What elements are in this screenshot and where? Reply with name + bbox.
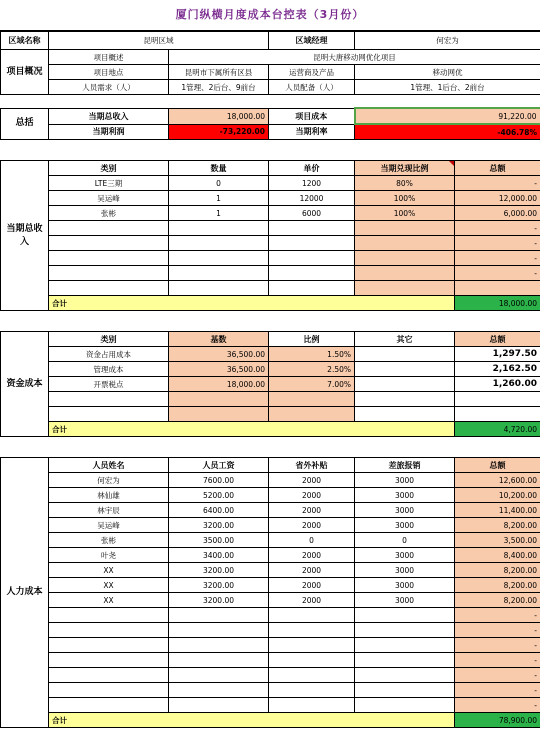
labor-cell[interactable]: 3000: [355, 473, 455, 488]
income-cell[interactable]: 100%: [355, 206, 455, 221]
labor-row: [1, 668, 540, 683]
labor-cell[interactable]: 3200.00: [169, 518, 269, 533]
income-cell[interactable]: [169, 251, 269, 266]
income-row: [1, 221, 540, 236]
labor-cell[interactable]: 张彬: [49, 533, 169, 548]
labor-cell[interactable]: -: [455, 638, 540, 653]
capital-cell[interactable]: 管理成本: [49, 362, 169, 377]
labor-cell[interactable]: [49, 683, 169, 698]
income-side-label: 当期总收入: [1, 161, 49, 311]
income-cell[interactable]: -: [455, 221, 540, 236]
labor-row: [1, 518, 540, 533]
labor-cell[interactable]: [355, 638, 455, 653]
capital-row: [1, 407, 540, 422]
labor-cell[interactable]: [49, 638, 169, 653]
labor-cell[interactable]: 0: [355, 533, 455, 548]
labor-cell[interactable]: 2000: [269, 488, 355, 503]
labor-cell[interactable]: [269, 668, 355, 683]
income-cell[interactable]: -: [455, 266, 540, 281]
labor-cell[interactable]: 2000: [269, 578, 355, 593]
labor-cell[interactable]: [355, 653, 455, 668]
labor-cell[interactable]: [169, 608, 269, 623]
labor-row: [1, 638, 540, 653]
capital-cell[interactable]: [269, 392, 355, 407]
labor-cell[interactable]: 林仙雄: [49, 488, 169, 503]
income-cell[interactable]: [355, 236, 455, 251]
region-label: 区域名称: [1, 32, 49, 50]
staff-need-label: 人员需求（人）: [49, 80, 169, 95]
labor-cell[interactable]: 0: [269, 533, 355, 548]
labor-total-label: 合计: [49, 713, 455, 728]
region-value[interactable]: 昆明区域: [49, 32, 269, 50]
labor-cell[interactable]: [355, 623, 455, 638]
gap-3: [0, 311, 540, 331]
labor-cell[interactable]: 10,200.00: [455, 488, 540, 503]
labor-cell[interactable]: 2000: [269, 563, 355, 578]
labor-cell[interactable]: [49, 668, 169, 683]
labor-cell[interactable]: 3400.00: [169, 548, 269, 563]
capital-cell[interactable]: 18,000.00: [169, 377, 269, 392]
location-label: 项目地点: [49, 65, 169, 80]
staff-have-value[interactable]: 1管理、1后台、2前台: [355, 80, 540, 95]
labor-cell[interactable]: 3200.00: [169, 593, 269, 608]
labor-cell[interactable]: -: [455, 623, 540, 638]
labor-cell[interactable]: 3000: [355, 503, 455, 518]
income-cell[interactable]: -: [455, 236, 540, 251]
labor-cell[interactable]: 2000: [269, 518, 355, 533]
income-cell[interactable]: [49, 281, 169, 296]
labor-cell[interactable]: 2000: [269, 473, 355, 488]
income-cell[interactable]: 12000: [269, 191, 355, 206]
capital-row: [1, 377, 540, 392]
project-value[interactable]: 昆明大唐移动网优化项目: [169, 50, 540, 65]
labor-row: [1, 623, 540, 638]
cost-label: 项目成本: [269, 108, 355, 124]
labor-cell[interactable]: [355, 683, 455, 698]
income-cell[interactable]: LTE三期: [49, 176, 169, 191]
labor-cell[interactable]: 7600.00: [169, 473, 269, 488]
income-cell[interactable]: 6000: [269, 206, 355, 221]
labor-cell[interactable]: [269, 638, 355, 653]
income-cell[interactable]: [169, 221, 269, 236]
labor-col-header: 差旅报销: [355, 458, 455, 473]
labor-cell[interactable]: 吴运峰: [49, 518, 169, 533]
manager-label: 区域经理: [269, 32, 355, 50]
income-label: 当期总收入: [49, 108, 169, 124]
staff-have-label: 人员配备（人）: [269, 80, 355, 95]
labor-total-value[interactable]: 78,900.00: [455, 713, 540, 728]
rate-value[interactable]: -406.78%: [355, 124, 540, 140]
labor-row: [1, 473, 540, 488]
income-cell[interactable]: [49, 251, 169, 266]
labor-cell[interactable]: 12,600.00: [455, 473, 540, 488]
labor-cell[interactable]: 3000: [355, 593, 455, 608]
sheet-title: 厦门纵横月度成本台控表（3月份）: [0, 0, 540, 31]
income-col-header: 单价: [269, 161, 355, 176]
capital-cell[interactable]: 1.50%: [269, 347, 355, 362]
gap-4: [0, 437, 540, 457]
capital-cell[interactable]: [455, 392, 540, 407]
capital-cell[interactable]: 资金占用成本: [49, 347, 169, 362]
income-cell[interactable]: [355, 281, 455, 296]
capital-col-header: 其它: [355, 332, 455, 347]
capital-cell[interactable]: [49, 407, 169, 422]
capital-table: [0, 331, 540, 437]
labor-side-label: 人力成本: [1, 458, 49, 728]
income-cell[interactable]: [269, 221, 355, 236]
income-col-header: 总额: [455, 161, 540, 176]
labor-cell[interactable]: 林宇辰: [49, 503, 169, 518]
labor-cell[interactable]: 8,200.00: [455, 518, 540, 533]
profit-label: 当期利润: [49, 124, 169, 140]
capital-row: [1, 347, 540, 362]
labor-cell[interactable]: 2000: [269, 548, 355, 563]
income-cell[interactable]: [269, 236, 355, 251]
labor-cell[interactable]: [269, 698, 355, 713]
labor-row: [1, 563, 540, 578]
income-row: [1, 176, 540, 191]
labor-cell[interactable]: [169, 623, 269, 638]
income-cell[interactable]: [355, 221, 455, 236]
labor-col-header: 人员工资: [169, 458, 269, 473]
labor-cell[interactable]: 2000: [269, 593, 355, 608]
labor-cell[interactable]: 3,500.00: [455, 533, 540, 548]
capital-col-header: 基数: [169, 332, 269, 347]
income-cell[interactable]: 100%: [355, 191, 455, 206]
labor-cell[interactable]: XX: [49, 563, 169, 578]
capital-row: [1, 392, 540, 407]
labor-cell[interactable]: [169, 698, 269, 713]
income-cell[interactable]: [355, 266, 455, 281]
income-cell[interactable]: [169, 236, 269, 251]
labor-cell[interactable]: [169, 668, 269, 683]
capital-total-value[interactable]: 4,720.00: [455, 422, 540, 437]
labor-cell[interactable]: 6400.00: [169, 503, 269, 518]
income-row: [1, 266, 540, 281]
labor-cell[interactable]: 8,200.00: [455, 578, 540, 593]
summary-side-label: 总括: [1, 108, 49, 140]
labor-cell[interactable]: 8,200.00: [455, 563, 540, 578]
labor-col-header: 总额: [455, 458, 540, 473]
capital-cell[interactable]: [169, 407, 269, 422]
labor-cell[interactable]: [49, 698, 169, 713]
labor-cell[interactable]: 3200.00: [169, 563, 269, 578]
labor-col-header: 人员姓名: [49, 458, 169, 473]
overview-side-label: 项目概况: [1, 50, 49, 95]
capital-cell[interactable]: [169, 392, 269, 407]
labor-cell[interactable]: [49, 608, 169, 623]
labor-cell[interactable]: XX: [49, 578, 169, 593]
labor-cell[interactable]: [355, 608, 455, 623]
labor-row: [1, 653, 540, 668]
income-cell[interactable]: 1: [169, 191, 269, 206]
income-cell[interactable]: [169, 281, 269, 296]
income-cell[interactable]: -: [455, 176, 540, 191]
labor-cell[interactable]: 何宏为: [49, 473, 169, 488]
labor-row: [1, 578, 540, 593]
capital-cell[interactable]: [355, 392, 455, 407]
capital-side-label: 资金成本: [1, 332, 49, 437]
labor-cell[interactable]: -: [455, 698, 540, 713]
capital-col-header: 比例: [269, 332, 355, 347]
capital-row: [1, 362, 540, 377]
labor-cell[interactable]: [269, 623, 355, 638]
header-table: [0, 31, 540, 95]
capital-cell[interactable]: 2.50%: [269, 362, 355, 377]
labor-cell[interactable]: [49, 623, 169, 638]
capital-cell[interactable]: 开票税点: [49, 377, 169, 392]
capital-cell[interactable]: 36,500.00: [169, 362, 269, 377]
labor-cell[interactable]: 3000: [355, 563, 455, 578]
labor-cell[interactable]: [269, 608, 355, 623]
income-total-value[interactable]: 18,000.00: [455, 296, 540, 311]
income-cell[interactable]: [269, 281, 355, 296]
labor-cell[interactable]: 3000: [355, 548, 455, 563]
rate-label: 当期利率: [269, 124, 355, 140]
income-col-header: 数量: [169, 161, 269, 176]
project-label: 项目概述: [49, 50, 169, 65]
capital-cell[interactable]: [455, 407, 540, 422]
income-cell[interactable]: 80%: [355, 176, 455, 191]
labor-cell[interactable]: -: [455, 653, 540, 668]
capital-col-header: 类别: [49, 332, 169, 347]
labor-cell[interactable]: XX: [49, 593, 169, 608]
labor-cell[interactable]: -: [455, 683, 540, 698]
income-col-header: 当期兑现比例: [355, 161, 455, 176]
operator-value[interactable]: 移动网优: [355, 65, 540, 80]
income-row: [1, 251, 540, 266]
labor-cell[interactable]: [269, 683, 355, 698]
profit-value[interactable]: -73,220.00: [169, 124, 269, 140]
capital-cell[interactable]: [355, 362, 455, 377]
labor-row: [1, 698, 540, 713]
income-cell[interactable]: [355, 251, 455, 266]
labor-cell[interactable]: -: [455, 668, 540, 683]
labor-row: [1, 533, 540, 548]
income-cell[interactable]: 张彬: [49, 206, 169, 221]
income-total-label: 合计: [49, 296, 455, 311]
income-cell[interactable]: -: [455, 251, 540, 266]
labor-row: [1, 488, 540, 503]
income-cell[interactable]: [169, 266, 269, 281]
income-cell[interactable]: [269, 266, 355, 281]
gap-2: [0, 140, 540, 160]
labor-cell[interactable]: [49, 653, 169, 668]
labor-col-header: 省外补贴: [269, 458, 355, 473]
labor-cell[interactable]: 3200.00: [169, 578, 269, 593]
capital-cell[interactable]: [269, 407, 355, 422]
location-value[interactable]: 昆明市下属所有区县: [169, 65, 269, 80]
labor-cell[interactable]: [355, 668, 455, 683]
labor-cell[interactable]: 3000: [355, 518, 455, 533]
capital-col-header: 总额: [455, 332, 540, 347]
labor-cell[interactable]: -: [455, 608, 540, 623]
operator-label: 运营商及产品: [269, 65, 355, 80]
income-cell[interactable]: 12,000.00: [455, 191, 540, 206]
labor-cell[interactable]: 2000: [269, 503, 355, 518]
labor-cell[interactable]: [169, 638, 269, 653]
income-table: [0, 160, 540, 311]
income-row: [1, 236, 540, 251]
labor-cell[interactable]: 3000: [355, 488, 455, 503]
income-col-header: 类别: [49, 161, 169, 176]
labor-cell[interactable]: [355, 698, 455, 713]
income-cell[interactable]: 6,000.00: [455, 206, 540, 221]
income-cell[interactable]: 吴运峰: [49, 191, 169, 206]
income-row: [1, 281, 540, 296]
income-cell[interactable]: [455, 281, 540, 296]
income-cell[interactable]: 1: [169, 206, 269, 221]
labor-cell[interactable]: 叶尧: [49, 548, 169, 563]
labor-cell[interactable]: 8,200.00: [455, 593, 540, 608]
labor-row: [1, 608, 540, 623]
capital-cell[interactable]: 1,260.00: [455, 377, 540, 392]
capital-cell[interactable]: 2,162.50: [455, 362, 540, 377]
manager-value[interactable]: 何宏为: [355, 32, 540, 50]
labor-cell[interactable]: 11,400.00: [455, 503, 540, 518]
labor-table: [0, 457, 540, 728]
labor-cell[interactable]: [169, 683, 269, 698]
capital-cell[interactable]: 7.00%: [269, 377, 355, 392]
income-row: [1, 191, 540, 206]
labor-row: [1, 593, 540, 608]
income-cell[interactable]: [49, 266, 169, 281]
labor-cell[interactable]: 8,400.00: [455, 548, 540, 563]
labor-cell[interactable]: [269, 653, 355, 668]
labor-cell[interactable]: 3000: [355, 578, 455, 593]
labor-row: [1, 503, 540, 518]
labor-row: [1, 548, 540, 563]
capital-cell[interactable]: [355, 347, 455, 362]
income-cell[interactable]: 0: [169, 176, 269, 191]
summary-table: [0, 107, 540, 140]
income-row: [1, 206, 540, 221]
gap-1: [0, 95, 540, 107]
labor-cell[interactable]: 5200.00: [169, 488, 269, 503]
income-cell[interactable]: 1200: [269, 176, 355, 191]
capital-cell[interactable]: [49, 392, 169, 407]
labor-cell[interactable]: 3500.00: [169, 533, 269, 548]
income-cell[interactable]: [269, 251, 355, 266]
capital-cell[interactable]: [355, 377, 455, 392]
capital-cell[interactable]: [355, 407, 455, 422]
capital-total-label: 合计: [49, 422, 455, 437]
income-value[interactable]: 18,000.00: [169, 108, 269, 124]
capital-cell[interactable]: 36,500.00: [169, 347, 269, 362]
staff-need-value[interactable]: 1管理、2后台、9前台: [169, 80, 269, 95]
labor-cell[interactable]: [169, 653, 269, 668]
income-cell[interactable]: [49, 221, 169, 236]
income-cell[interactable]: [49, 236, 169, 251]
capital-cell[interactable]: 1,297.50: [455, 347, 540, 362]
labor-row: [1, 683, 540, 698]
cost-value[interactable]: 91,220.00: [355, 108, 540, 124]
